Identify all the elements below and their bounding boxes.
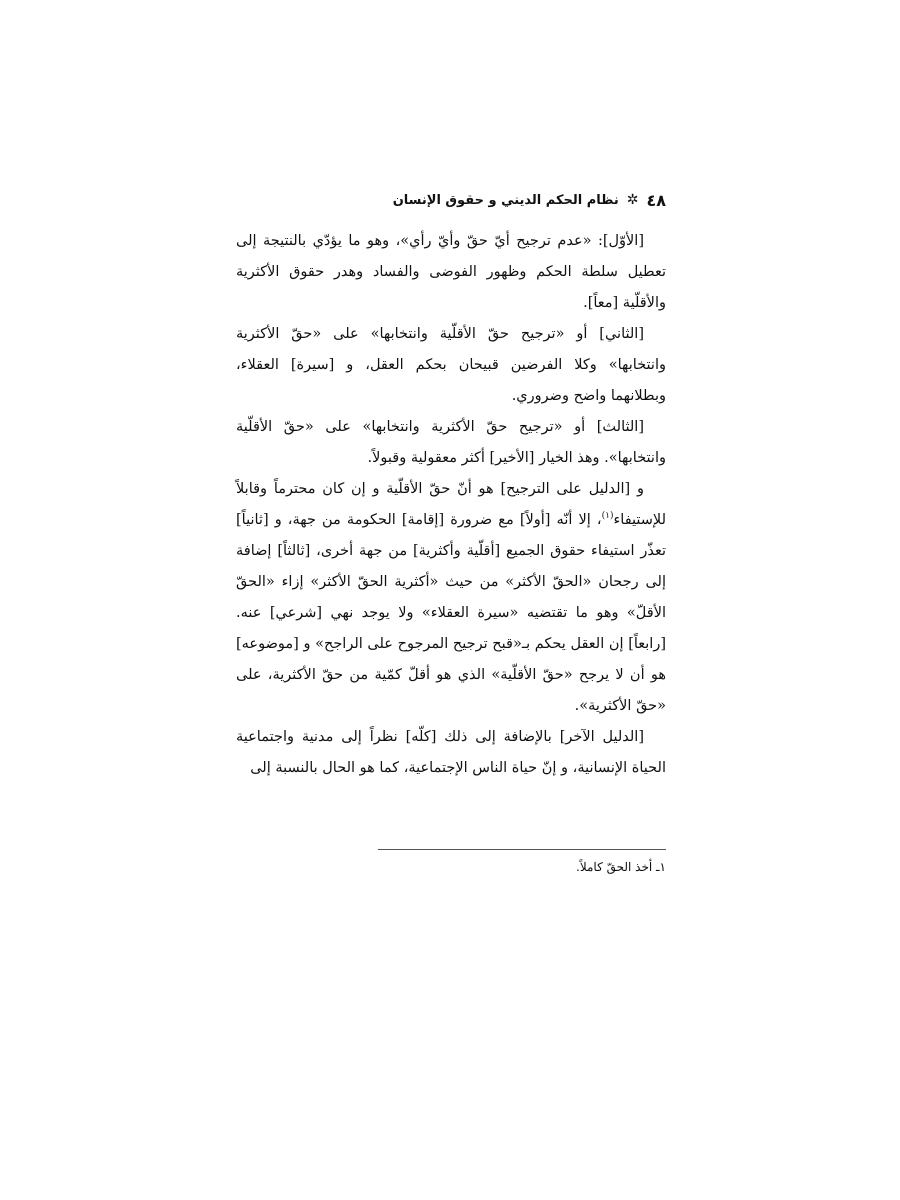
paragraph [236,474,666,722]
flower-ornament-icon: ✲ [626,192,639,208]
paragraph-text: ، إلا أنّه [أولاً] مع ضرورة [إقامة] الحكومة من جهة، و [ثانياً] تعذّر استيفاء حقوق الجميع [أقلّية وأكثرية] من جهة أخرى، [ثالثاً] إضافة إلى رجحان «الحقّ الأكثر» من حيث «أكثرية الحقّ الأكثر» إزاء «الحقّ الأقلّ» وهو ما تقتضيه «سيرة العقلاء» ولا يوجد نهي [شرعي] عنه. [رابعاً] إن العقل يحكم بـ«قبح ترجيح المرجوح على الراجح» و [موضوعه] هو أن لا يرجح «حقّ الأقلّية» الذي هو أقلّ كمّية من حقّ الأكثرية، على «حقّ الأكثرية». [236,512,666,714]
paragraph: [الثاني] أو «ترجيح حقّ الأقلّية وانتخابها» على «حقّ الأكثرية وانتخابها» وكلا الفرضين قبيحان بحكم العقل، و [سيرة] العقلاء، وبطلانهما واضح وضروري. [236,326,666,404]
paragraph: [الثالث] أو «ترجيح حقّ الأكثرية وانتخابها» على «حقّ الأقلّية وانتخابها». وهذ الخيار [الأخير] أكثر معقولية وقبولاً. [236,419,666,466]
paragraph-text: و [الدليل على الترجيح] هو أنّ حقّ الأقلّية و إن كان محترماً وقابلاً للإستيفاء [236,481,666,528]
book-title: نظام الحكم الديني و حقوق الإنسان [392,192,619,208]
paragraph: [الأوّل]: «عدم ترجيح أيّ حقّ وأيّ رأي»، وهو ما يؤدّي بالنتيجة إلى تعطيل سلطة الحكم وظهور الفوضى والفساد وهدر حقوق الأكثرية والأقلّية [معاً]. [236,233,666,311]
running-header [236,188,666,212]
page-number: ٤٨ [646,190,666,210]
footnote: ١ـ أخذ الحقّ كاملاً. [576,860,666,874]
footnote-divider [378,849,666,850]
footnotes [236,858,666,876]
paragraph: [الدليل الآخر] بالإضافة إلى ذلك [كلّه] نظراً إلى مدنية واجتماعية الحياة الإنسانية، و إنّ حياة الناس الإجتماعية، كما هو الحال بالنسبة إلى [236,729,666,776]
footnote-reference[interactable]: (١) [601,511,614,522]
body-text [236,226,666,784]
